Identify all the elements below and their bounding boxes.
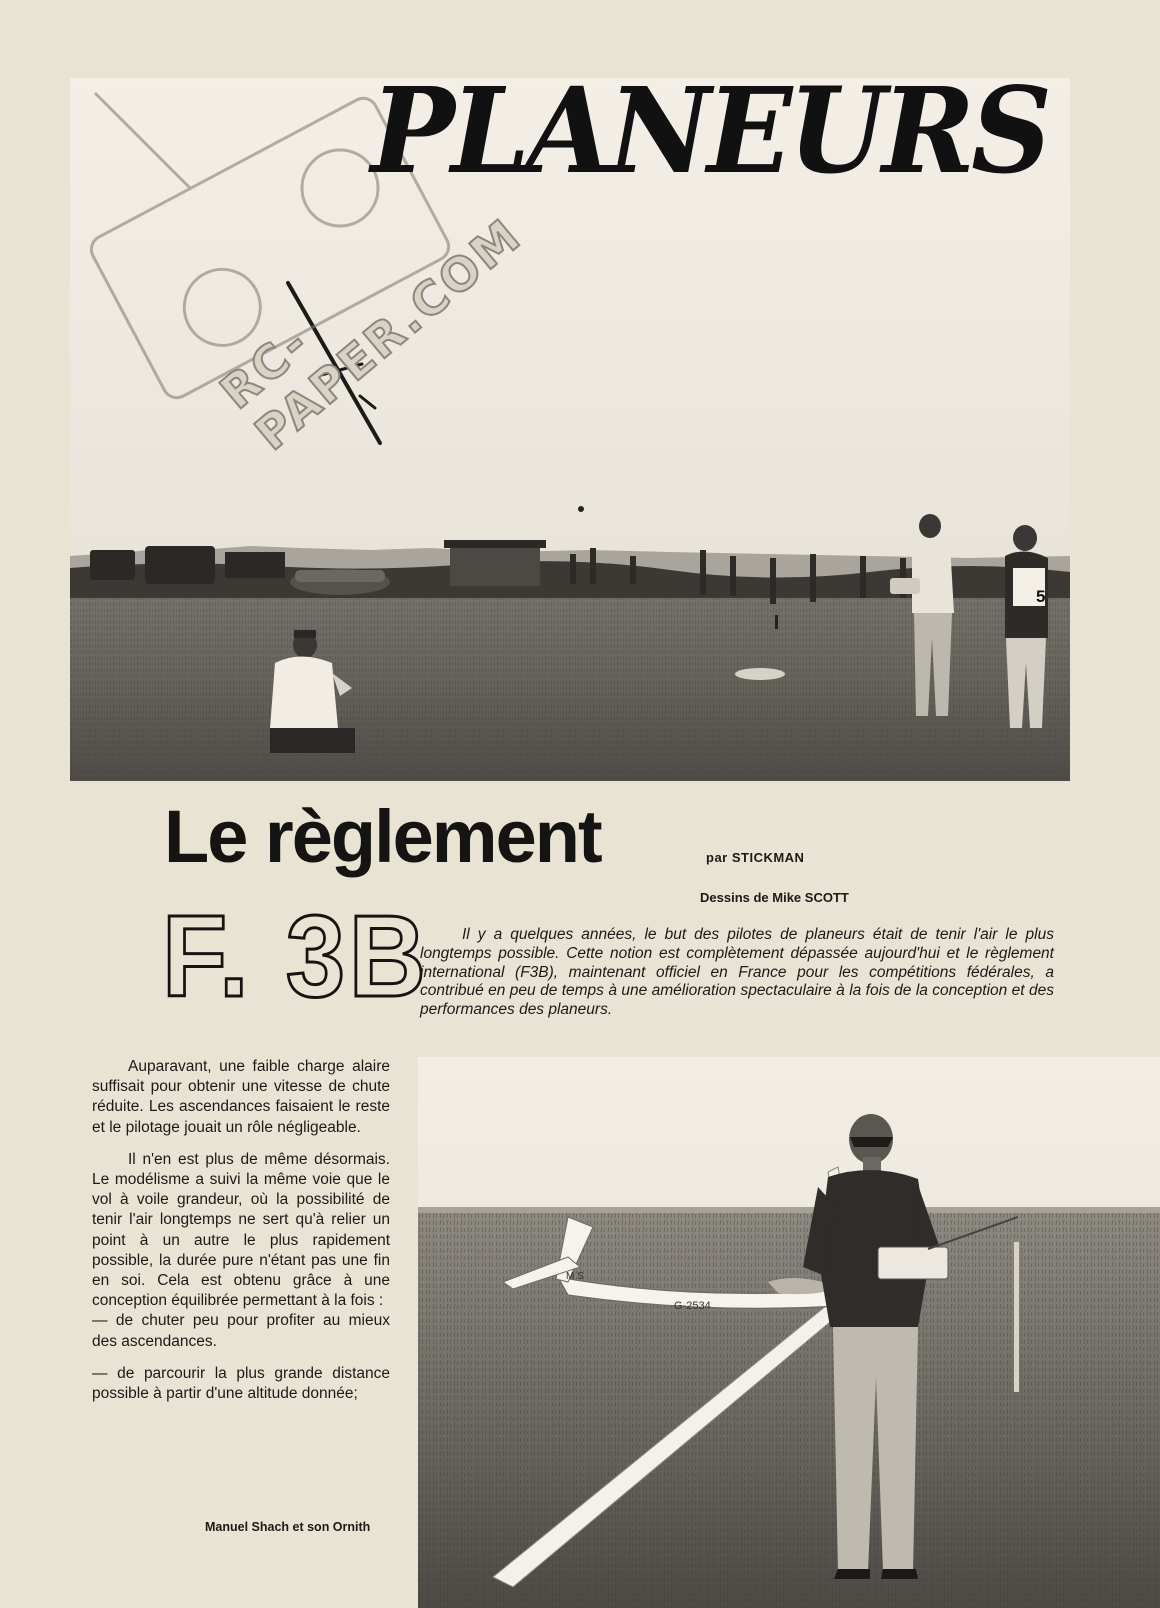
illustrator-credit: Dessins de Mike SCOTT: [700, 890, 849, 905]
glider-registration: G-2534: [674, 1300, 711, 1312]
bib-number: 5: [1036, 587, 1046, 606]
body-paragraph: — de parcourir la plus grande distance possible à partir d'une altitude donnée;: [92, 1364, 390, 1403]
body-paragraph: Il n'en est plus de même désormais. Le modélisme a suivi la même voie que le vol à voile grandeur, où la possibilité de tenir l'air longtemps ne sert qu'à relier un point à un autre le plus rapidement possible, la durée pure n'étant pas une fin en soi. Cela est obtenu grâce à une conception équilibrée permettant à la fois :: [92, 1150, 390, 1310]
photo-caption: Manuel Shach et son Ornith: [205, 1520, 371, 1534]
glider-tail-mark: M S: [566, 1271, 584, 1282]
article-intro: Il y a quelques années, le but des pilotes de planeurs était de tenir l'air le plus longtemps possible. Cette notion est complètement dépassée aujourd'hui et le règlement international (F3B), maintenant officiel en France pour les compétitions fédérales, a contribué en peu de temps à une amélioration spectaculaire à la fois de la conception et des performances des planeurs.: [420, 926, 1054, 1019]
site-watermark: RC-PAPER.COM: [210, 207, 532, 461]
body-paragraph: — de chuter peu pour profiter au mieux des ascendances.: [92, 1312, 390, 1350]
body-paragraph: Auparavant, une faible charge alaire suffisait pour obtenir une vitesse de chute réduite. Les ascendances faisaient le reste et le pilotage jouait un rôle négligeable.: [92, 1058, 390, 1136]
article-subtitle-f3b: F. 3B: [162, 891, 430, 1021]
body-column: [92, 1057, 390, 1416]
author-byline: par STICKMAN: [706, 850, 805, 865]
pilot-with-glider-photo: [418, 1057, 1160, 1608]
article-title: Le règlement: [164, 795, 601, 878]
section-masthead: PLANEURS: [370, 62, 1048, 201]
